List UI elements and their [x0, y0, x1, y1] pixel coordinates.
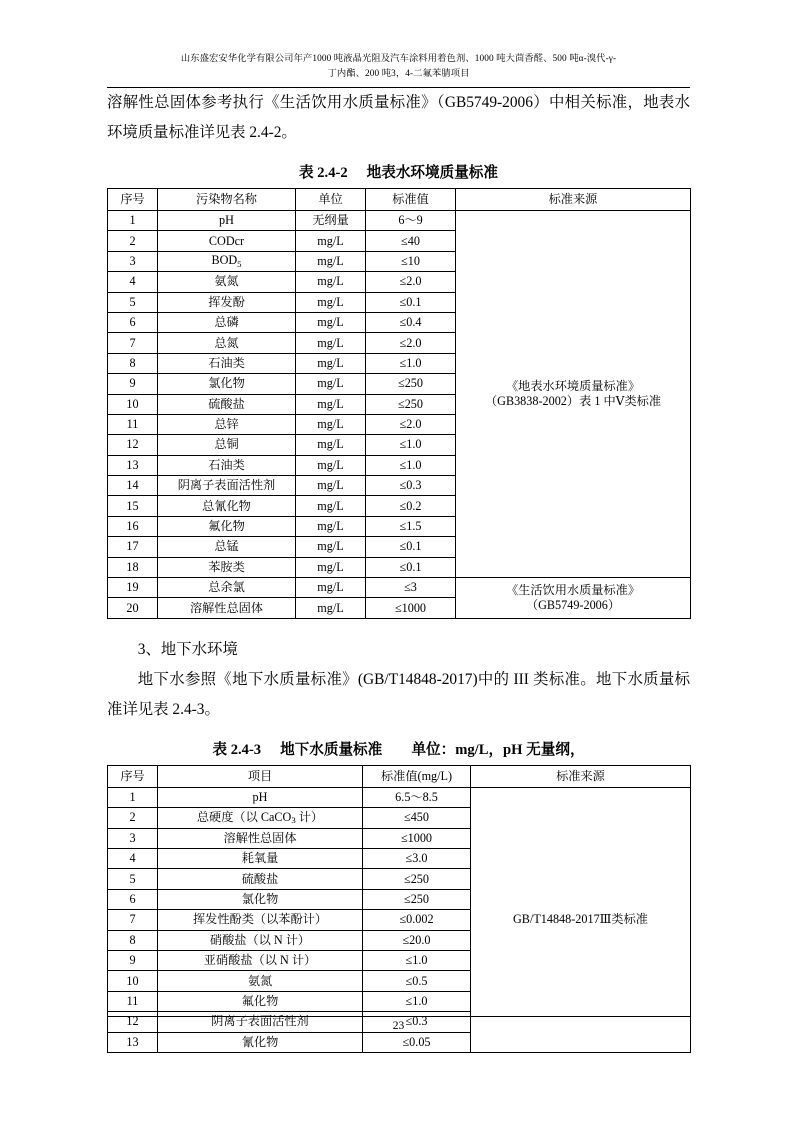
cell-standard-value: ≤1.5: [366, 516, 456, 536]
cell-unit: mg/L: [296, 292, 366, 312]
cell-item: 溶解性总固体: [158, 828, 363, 848]
cell-unit: mg/L: [296, 578, 366, 598]
running-header-line-2: 丁内酯、200 吨3，4-二氟苯腈项目: [327, 69, 470, 79]
groundwater-paragraph: 地下水参照《地下水质量标准》(GB/T14848-2017)中的 III 类标准。地下水质量标准详见表 2.4-3。: [107, 670, 690, 718]
cell-no: 13: [108, 455, 158, 475]
cell-pollutant-name: 氟化物: [158, 516, 296, 536]
column-header-unit: 单位: [296, 189, 366, 211]
cell-standard-value: ≤2.0: [366, 333, 456, 353]
table-2-4-3: [107, 765, 691, 1053]
cell-standard-value: ≤0.2: [366, 496, 456, 516]
cell-standard-value: ≤250: [363, 889, 471, 909]
table-2-4-3-caption-number: 表 2.4-3: [212, 741, 262, 758]
cell-standard-value: ≤0.002: [363, 910, 471, 930]
intro-paragraph: 溶解性总固体参考执行《生活饮用水质量标准》（GB5749-2006）中相关标准，地表水环境质量标准详见表 2.4-2。: [107, 94, 690, 141]
cell-unit: mg/L: [296, 353, 366, 373]
page-number: 23: [392, 1020, 405, 1032]
cell-no: 20: [108, 598, 158, 618]
cell-no: 9: [108, 374, 158, 394]
cell-standard-value: ≤250: [366, 374, 456, 394]
cell-standard-value: 6.5～8.5: [363, 787, 471, 807]
table-2-4-2-body: [108, 211, 691, 619]
cell-pollutant-name: $BOD_5$: [158, 251, 296, 271]
cell-standard-source: 《地表水环境质量标准》 （GB3838-2002）表 1 中Ⅴ类标准: [456, 211, 691, 578]
cell-pollutant-name: 总余氯: [158, 578, 296, 598]
table-row: [108, 787, 691, 807]
cell-standard-value: ≤0.05: [363, 1032, 471, 1052]
cell-standard-value: ≤2.0: [366, 272, 456, 292]
cell-standard-value: ≤1000: [366, 598, 456, 618]
cell-pollutant-name: 总锰: [158, 537, 296, 557]
cell-item: 氰化物: [158, 1032, 363, 1052]
cell-no: 16: [108, 516, 158, 536]
cell-no: 3: [108, 828, 158, 848]
cell-standard-value: ≤250: [363, 869, 471, 889]
cell-item: 氨氮: [158, 971, 363, 991]
cell-no: 5: [108, 869, 158, 889]
footer-divider: [107, 1016, 690, 1017]
cell-pollutant-name: 总锌: [158, 414, 296, 434]
cell-unit: mg/L: [296, 557, 366, 577]
table-header-row: [108, 189, 691, 211]
table-2-4-2: [107, 188, 691, 619]
cell-standard-value: ≤1.0: [363, 991, 471, 1011]
cell-standard-value: ≤1.0: [366, 455, 456, 475]
cell-no: 10: [108, 971, 158, 991]
cell-standard-source: GB/T14848-2017Ⅲ类标准: [471, 787, 691, 1052]
cell-no: 2: [108, 808, 158, 828]
cell-standard-value: ≤0.3: [363, 1012, 471, 1032]
cell-pollutant-name: CODcr: [158, 231, 296, 251]
table-2-4-3-body: [108, 787, 691, 1052]
table-2-4-3-caption-title: 地下水质量标准: [280, 741, 383, 758]
cell-unit: mg/L: [296, 394, 366, 414]
cell-no: 2: [108, 231, 158, 251]
cell-item: 耗氧量: [158, 848, 363, 868]
cell-item: 氟化物: [158, 991, 363, 1011]
cell-no: 7: [108, 910, 158, 930]
cell-unit: mg/L: [296, 272, 366, 292]
cell-standard-value: ≤2.0: [366, 414, 456, 434]
cell-unit: mg/L: [296, 312, 366, 332]
column-header-standard-source: 标准来源: [471, 765, 691, 787]
cell-no: 4: [108, 848, 158, 868]
cell-no: 1: [108, 211, 158, 231]
cell-unit: mg/L: [296, 231, 366, 251]
cell-item: 硝酸盐（以 N 计）: [158, 930, 363, 950]
cell-pollutant-name: 石油类: [158, 353, 296, 373]
cell-no: 19: [108, 578, 158, 598]
cell-unit: 无纲量: [296, 211, 366, 231]
cell-pollutant-name: 挥发酚: [158, 292, 296, 312]
cell-standard-value: ≤1.0: [363, 950, 471, 970]
cell-pollutant-name: 溶解性总固体: [158, 598, 296, 618]
cell-standard-value: ≤3: [366, 578, 456, 598]
cell-no: 8: [108, 353, 158, 373]
cell-item: 阴离子表面活性剂: [158, 1012, 363, 1032]
table-2-4-2-caption: [107, 160, 690, 186]
column-header-standard-value: 标准值(mg/L): [363, 765, 471, 787]
page-content: [107, 0, 690, 1053]
cell-unit: mg/L: [296, 496, 366, 516]
cell-unit: mg/L: [296, 537, 366, 557]
cell-standard-value: ≤0.1: [366, 557, 456, 577]
cell-pollutant-name: 硫酸盐: [158, 394, 296, 414]
cell-no: 6: [108, 889, 158, 909]
cell-no: 18: [108, 557, 158, 577]
spacer: [107, 619, 690, 635]
cell-no: 7: [108, 333, 158, 353]
cell-no: 4: [108, 272, 158, 292]
column-header-no: 序号: [108, 765, 158, 787]
table-2-4-3-caption: [107, 737, 690, 763]
cell-item: 硫酸盐: [158, 869, 363, 889]
cell-no: 3: [108, 251, 158, 271]
page-footer: [107, 1016, 690, 1032]
cell-standard-value: ≤0.3: [366, 476, 456, 496]
running-header: [107, 0, 690, 82]
cell-item: 总硬度（以 CaCO$_3$ 计）: [158, 808, 363, 828]
cell-pollutant-name: 总氮: [158, 333, 296, 353]
cell-unit: mg/L: [296, 374, 366, 394]
cell-no: 8: [108, 930, 158, 950]
cell-no: 15: [108, 496, 158, 516]
cell-item: 氯化物: [158, 889, 363, 909]
cell-standard-value: ≤1.0: [366, 353, 456, 373]
cell-pollutant-name: 总磷: [158, 312, 296, 332]
cell-item: 亚硝酸盐（以 N 计）: [158, 950, 363, 970]
cell-pollutant-name: 总铜: [158, 435, 296, 455]
cell-no: 11: [108, 414, 158, 434]
cell-no: 12: [108, 435, 158, 455]
running-header-line-1: 山东盛宏安华化学有限公司年产1000 吨液晶光阻及汽车涂料用着色剂、1000 吨大茴香醛、500 吨α-溴代-γ-: [180, 54, 617, 64]
cell-standard-value: ≤40: [366, 231, 456, 251]
cell-item: 挥发性酚类（以苯酚计）: [158, 910, 363, 930]
cell-unit: mg/L: [296, 414, 366, 434]
table-header-row: [108, 765, 691, 787]
section-heading-groundwater: 3、地下水环境: [137, 640, 238, 658]
cell-standard-value: ≤0.1: [366, 292, 456, 312]
column-header-standard-source: 标准来源: [456, 189, 691, 211]
cell-standard-value: ≤450: [363, 808, 471, 828]
column-header-no: 序号: [108, 189, 158, 211]
cell-standard-value: ≤3.0: [363, 848, 471, 868]
cell-no: 10: [108, 394, 158, 414]
cell-unit: mg/L: [296, 598, 366, 618]
cell-pollutant-name: pH: [158, 211, 296, 231]
cell-standard-value: 6～9: [366, 211, 456, 231]
cell-pollutant-name: 苯胺类: [158, 557, 296, 577]
cell-unit: mg/L: [296, 516, 366, 536]
cell-standard-value: ≤0.4: [366, 312, 456, 332]
cell-standard-value: ≤0.5: [363, 971, 471, 991]
table-2-4-3-wrapper: [107, 765, 690, 1053]
cell-no: 12: [108, 1012, 158, 1032]
table-row: [108, 578, 691, 598]
cell-pollutant-name: 阴离子表面活性剂: [158, 476, 296, 496]
column-header-item: 项目: [158, 765, 363, 787]
table-row: [108, 211, 691, 231]
cell-unit: mg/L: [296, 455, 366, 475]
cell-standard-value: ≤250: [366, 394, 456, 414]
cell-unit: mg/L: [296, 476, 366, 496]
table-2-4-3-caption-unit: 单位：mg/L，pH 无量纲，: [411, 741, 585, 758]
table-2-4-2-wrapper: [107, 188, 690, 619]
cell-pollutant-name: 总氰化物: [158, 496, 296, 516]
cell-pollutant-name: 石油类: [158, 455, 296, 475]
cell-no: 11: [108, 991, 158, 1011]
cell-no: 9: [108, 950, 158, 970]
column-header-standard-value: 标准值: [366, 189, 456, 211]
cell-no: 6: [108, 312, 158, 332]
cell-standard-value: ≤0.1: [366, 537, 456, 557]
cell-no: 13: [108, 1032, 158, 1052]
cell-unit: mg/L: [296, 333, 366, 353]
cell-no: 17: [108, 537, 158, 557]
cell-item: pH: [158, 787, 363, 807]
cell-no: 1: [108, 787, 158, 807]
cell-standard-value: ≤1.0: [366, 435, 456, 455]
cell-no: 14: [108, 476, 158, 496]
cell-standard-value: ≤10: [366, 251, 456, 271]
cell-pollutant-name: 氯化物: [158, 374, 296, 394]
cell-unit: mg/L: [296, 435, 366, 455]
cell-standard-value: ≤20.0: [363, 930, 471, 950]
cell-unit: mg/L: [296, 251, 366, 271]
table-2-4-2-caption-title: 地表水环境质量标准: [366, 165, 498, 181]
cell-standard-source: 《生活饮用水质量标准》 （GB5749-2006）: [456, 578, 691, 619]
cell-standard-value: ≤1000: [363, 828, 471, 848]
cell-pollutant-name: 氨氮: [158, 272, 296, 292]
table-2-4-2-caption-number: 表 2.4-2: [299, 165, 348, 181]
cell-no: 5: [108, 292, 158, 312]
column-header-pollutant-name: 污染物名称: [158, 189, 296, 211]
